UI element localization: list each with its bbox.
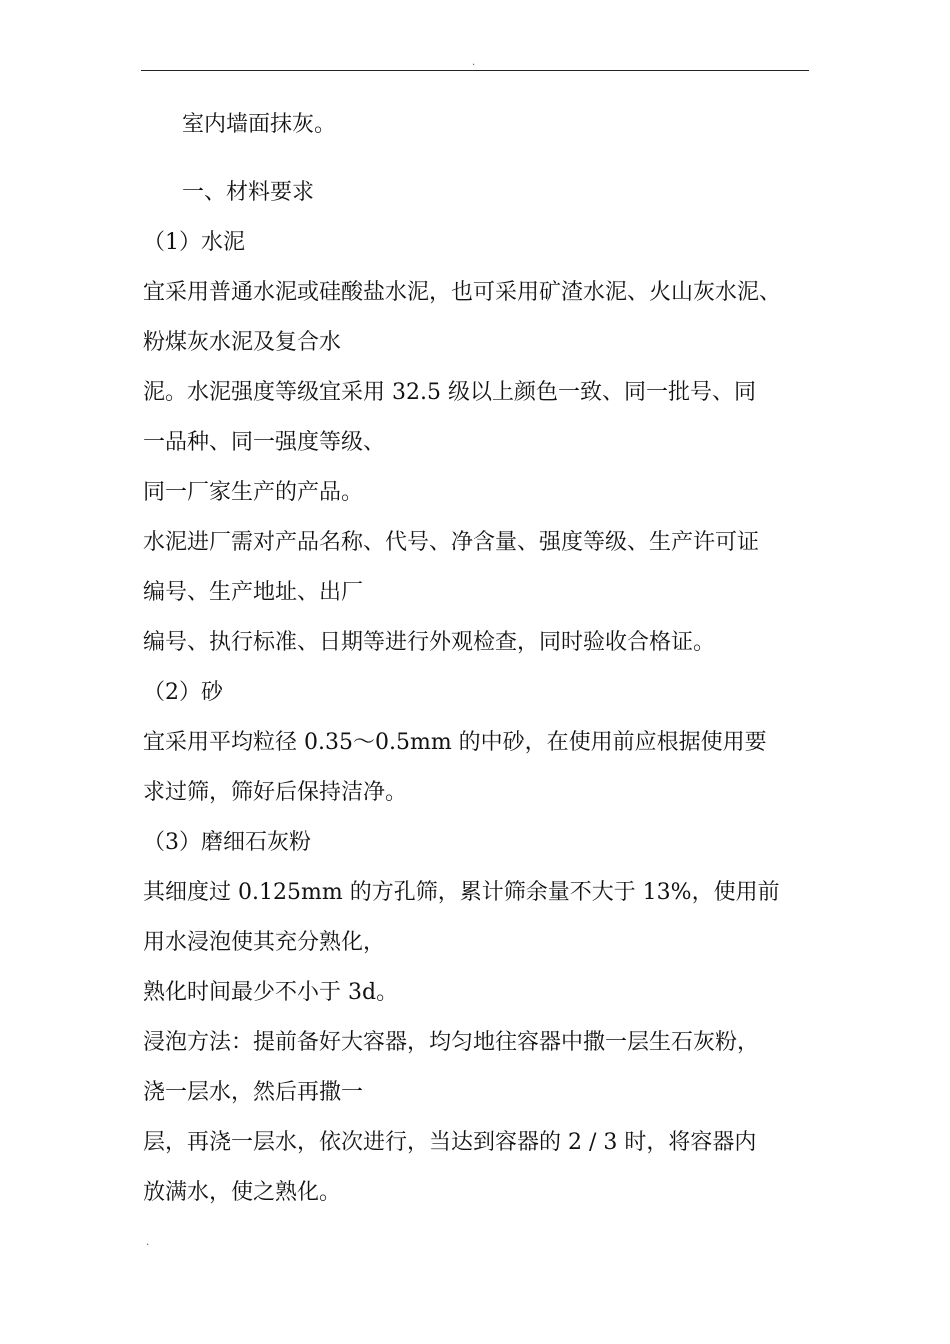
paragraph-line: 宜采用平均粒径 0.35～0.5mm 的中砂，在使用前应根据使用要	[143, 730, 767, 755]
paragraph-line: 放满水，使之熟化。	[143, 1180, 342, 1205]
section-heading: 一、材料要求	[182, 180, 315, 205]
paragraph-line: 水泥进厂需对产品名称、代号、净含量、强度等级、生产许可证	[143, 530, 760, 555]
paragraph-line: 求过筛，筛好后保持洁净。	[143, 780, 408, 805]
paragraph-line: 泥。水泥强度等级宜采用 32.5 级以上颜色一致、同一批号、同	[143, 380, 756, 405]
footer-dot: .	[146, 1237, 150, 1248]
paragraph-line: 熟化时间最少不小于 3d。	[143, 980, 399, 1005]
subheading-lime-powder: （3）磨细石灰粉	[143, 830, 311, 855]
header-rule	[141, 70, 809, 71]
paragraph-line: 其细度过 0.125mm 的方孔筛，累计筛余量不大于 13%，使用前	[143, 880, 780, 905]
subheading-cement: （1）水泥	[143, 230, 245, 255]
document-title: 室内墙面抹灰。	[182, 112, 337, 137]
paragraph-line: 编号、执行标准、日期等进行外观检查，同时验收合格证。	[143, 630, 716, 655]
paragraph-line: 编号、生产地址、出厂	[143, 580, 364, 605]
paragraph-line: 一品种、同一强度等级、	[143, 430, 386, 455]
subheading-sand: （2）砂	[143, 680, 223, 705]
paragraph-line: 同一厂家生产的产品。	[143, 480, 364, 505]
paragraph-line: 宜采用普通水泥或硅酸盐水泥，也可采用矿渣水泥、火山灰水泥、	[143, 280, 782, 305]
spacer	[143, 150, 815, 168]
paragraph-line: 层，再浇一层水，依次进行，当达到容器的 2 / 3 时，将容器内	[143, 1130, 757, 1155]
header-dot: .	[472, 57, 476, 68]
document-body	[143, 100, 815, 1218]
paragraph-line: 浸泡方法：提前备好大容器，均匀地往容器中撒一层生石灰粉，	[143, 1030, 760, 1055]
paragraph-line: 浇一层水，然后再撒一	[143, 1080, 364, 1105]
paragraph-line: 用水浸泡使其充分熟化，	[143, 930, 386, 955]
paragraph-line: 粉煤灰水泥及复合水	[143, 330, 342, 355]
